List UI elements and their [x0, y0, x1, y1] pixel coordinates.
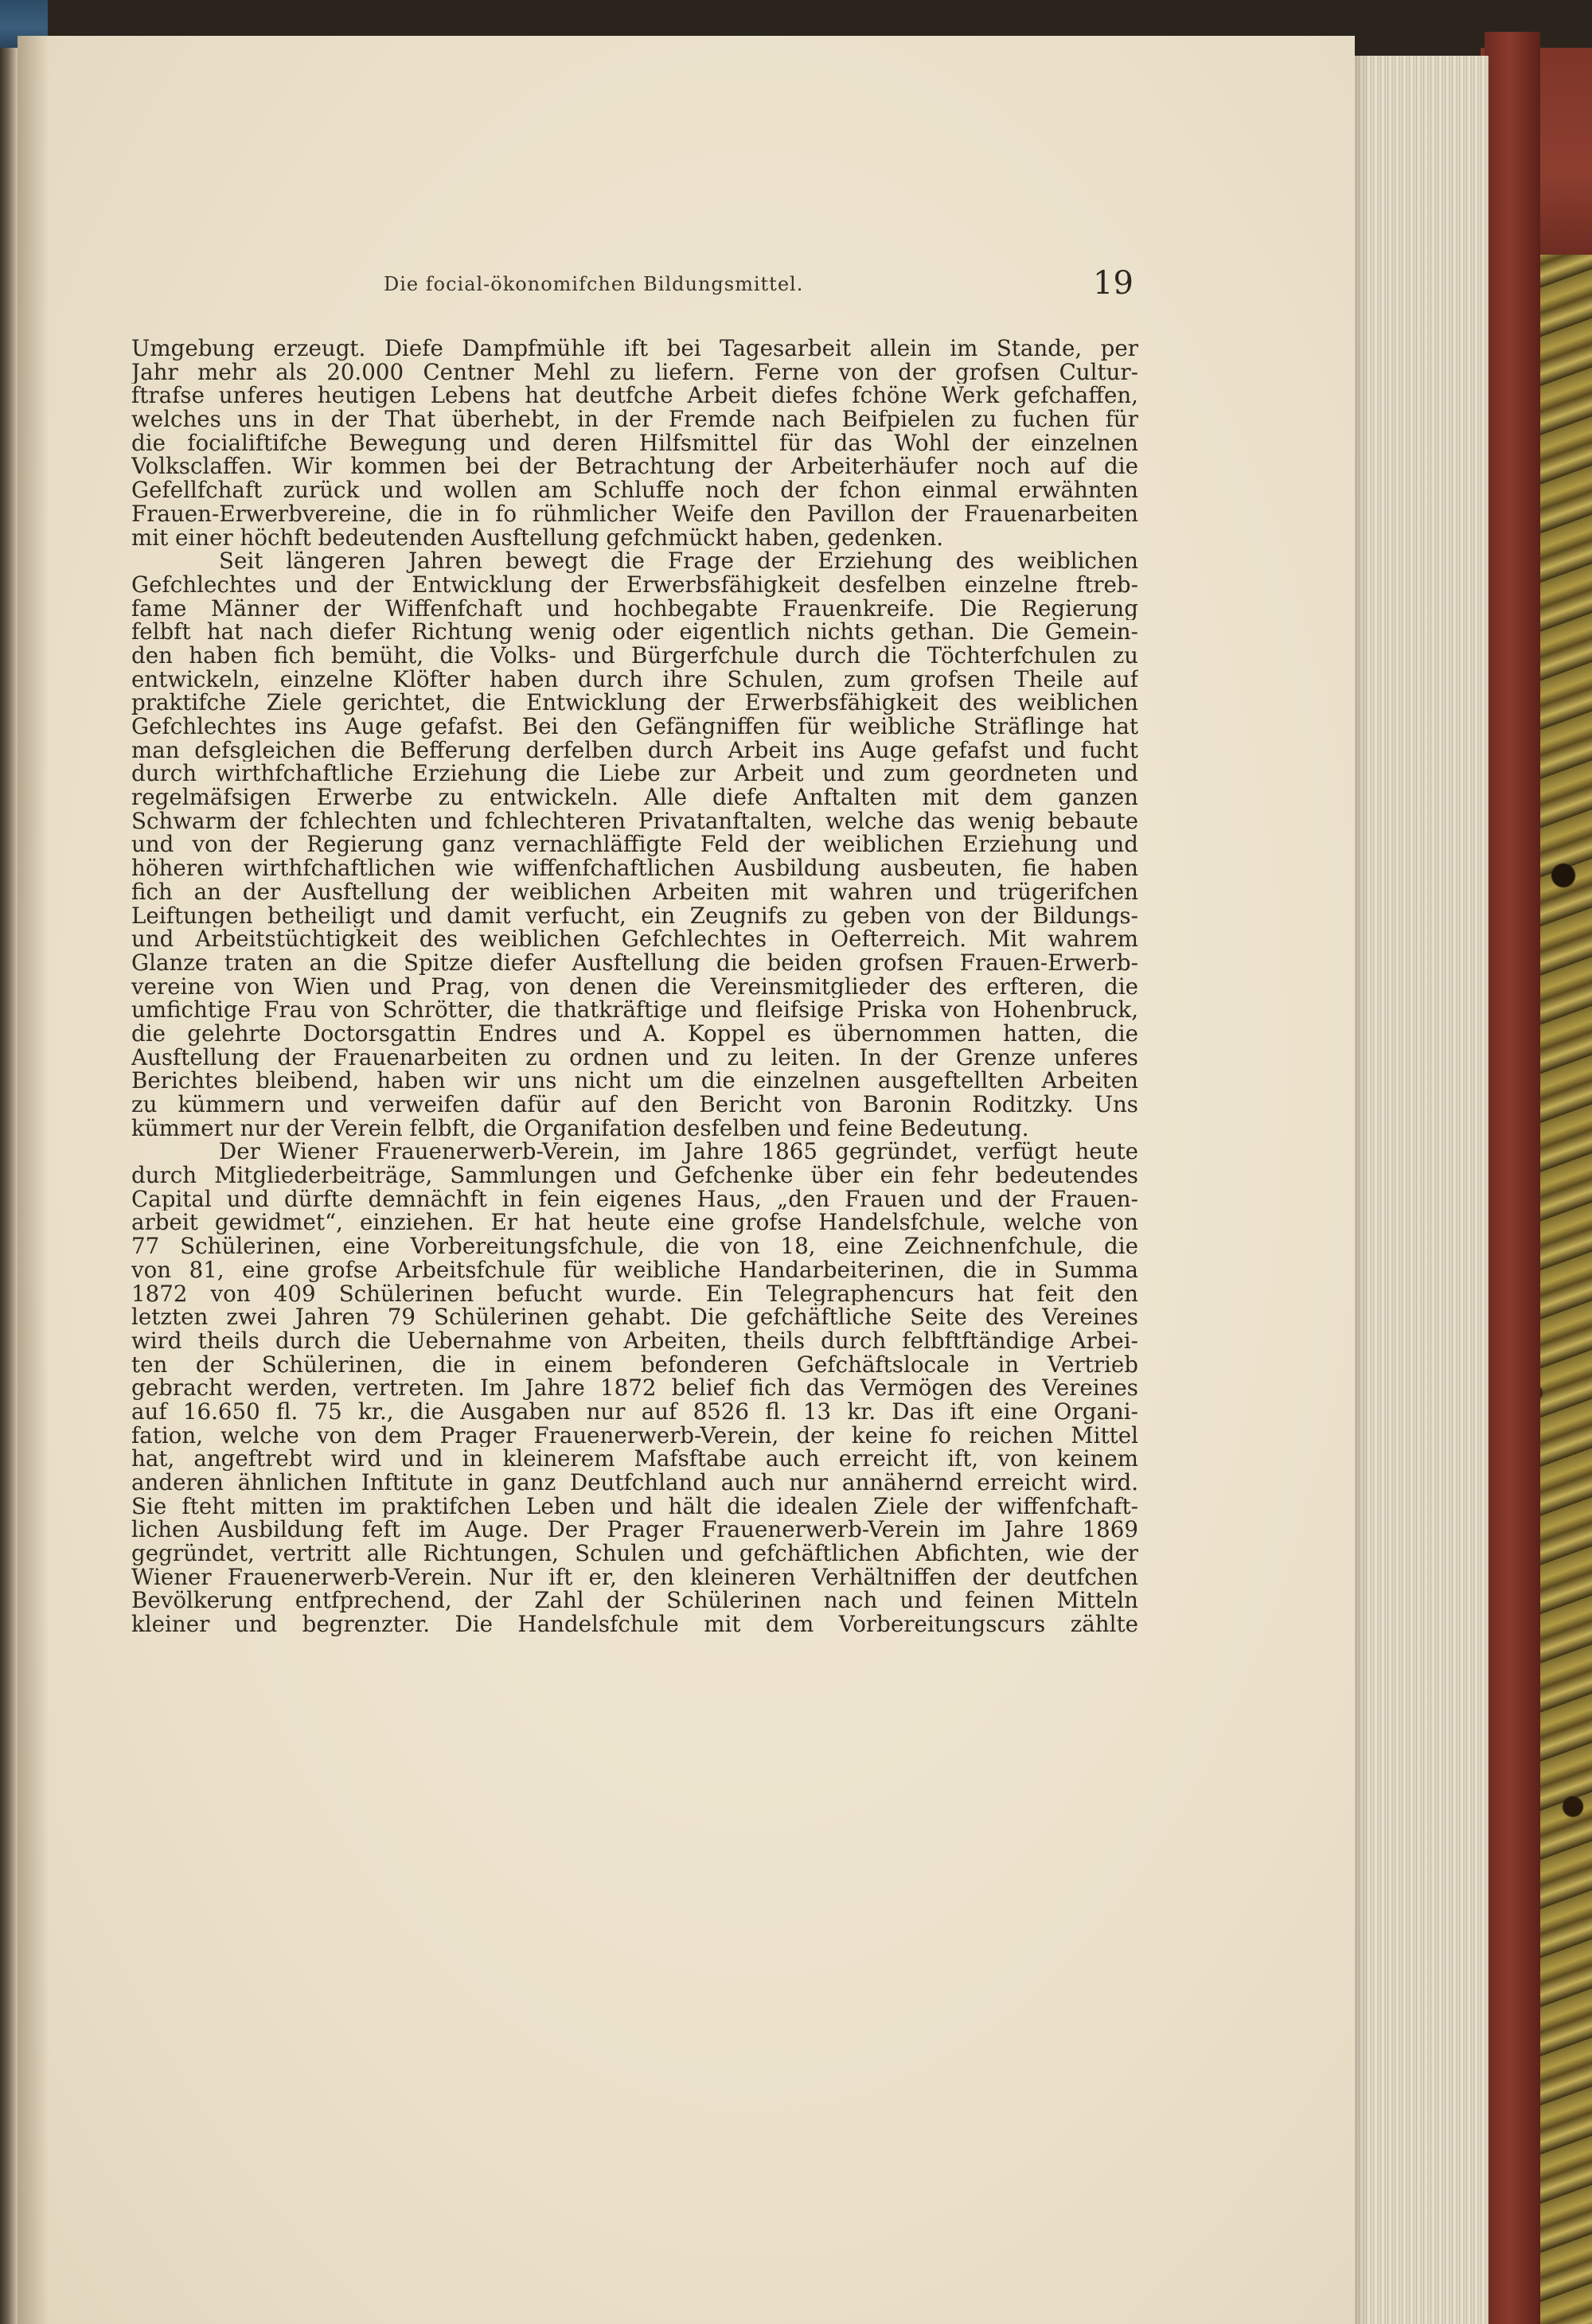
gutter-shadow [18, 36, 49, 2324]
text-line: Wiener Frauenerwerb-Verein. Nur ift er, den kleineren Verhältniffen der deutfchen [131, 1565, 1138, 1589]
text-line: felbft hat nach diefer Richtung wenig oder eigentlich nichts gethan. Die Gemein- [131, 620, 1138, 644]
previous-page-edge [0, 48, 18, 2324]
running-head: Die focial-ökonomifchen Bildungsmittel. [384, 273, 804, 295]
text-line: ten der Schülerinen, die in einem befonderen Gefchäftslocale in Vertrieb [131, 1352, 1138, 1377]
text-line: Sie fteht mitten im praktifchen Leben und hält die idealen Ziele der wiffenfchaft- [131, 1494, 1138, 1519]
text-line: die gelehrte Doctorsgattin Endres und A. Koppel es übernommen hatten, die [131, 1021, 1138, 1046]
body-text [131, 337, 1138, 1636]
text-line: Jahr mehr als 20.000 Centner Mehl zu liefern. Ferne von der grofsen Cultur- [131, 360, 1138, 384]
text-line: die focialiftifche Bewegung und deren Hilfsmittel für das Wohl der einzelnen [131, 431, 1138, 455]
text-line: und von der Regierung ganz vernachläffigte Feld der weiblichen Erziehung und [131, 833, 1138, 857]
text-line: kleiner und begrenzter. Die Handelsfchule mit dem Vorbereitungscurs zählte [131, 1612, 1138, 1636]
text-line: Capital und dürfte demnächft in fein eigenes Haus, „den Frauen und der Frauen- [131, 1187, 1138, 1211]
text-line: 77 Schülerinen, eine Vorbereitungsfchule, die von 18, eine Zeichnenfchule, die [131, 1234, 1138, 1258]
text-line: gegründet, vertritt alle Richtungen, Schulen und gefchäftlichen Abfichten, wie der [131, 1542, 1138, 1566]
text-line: Leiftungen betheiligt und damit verfucht, ein Zeugnifs zu geben von der Bildungs- [131, 903, 1138, 928]
text-line: wird theils durch die Uebernahme von Arbeiten, theils durch felbftftändige Arbei- [131, 1328, 1138, 1353]
text-line: gebracht werden, vertreten. Im Jahre 1872 belief fich das Vermögen des Vereines [131, 1376, 1138, 1400]
text-line: Bevölkerung entfprechend, der Zahl der Schülerinen nach und feinen Mitteln [131, 1589, 1138, 1613]
text-line: hat, angeftrebt wird und in kleinerem Mafsftabe auch erreicht ift, von keinem [131, 1447, 1138, 1471]
text-line: Seit längeren Jahren bewegt die Frage der Erziehung des weiblichen [219, 549, 1138, 573]
text-line: Der Wiener Frauenerwerb-Verein, im Jahre 1865 gegründet, verfügt heute [219, 1140, 1138, 1164]
text-line: fame Männer der Wiffenfchaft und hochbegabte Frauenkreife. Die Regierung [131, 596, 1138, 621]
text-line: zu kümmern und verweifen dafür auf den Bericht von Baronin Roditzky. Uns [131, 1093, 1138, 1117]
text-line: Frauen-Erwerbvereine, die in fo rühmlicher Weife den Pavillon der Frauenarbeiten [131, 501, 1138, 526]
text-line: Gefellfchaft zurück und wollen am Schluffe noch der fchon einmal erwähnten [131, 478, 1138, 502]
text-line: und Arbeitstüchtigkeit des weiblichen Gefchlechtes in Oefterreich. Mit wahrem [131, 927, 1138, 951]
text-line: Gefchlechtes und der Entwicklung der Erwerbsfähigkeit desfelben einzelne ftreb- [131, 572, 1138, 597]
text-line: letzten zwei Jahren 79 Schülerinen gehabt. Die gefchäftliche Seite des Vereines [131, 1305, 1138, 1329]
text-line: Schwarm der fchlechten und fchlechteren Privatanftalten, welche das wenig bebaute [131, 809, 1138, 833]
text-line: arbeit gewidmet“, einziehen. Er hat heute eine grofse Handelsfchule, welche von [131, 1211, 1138, 1235]
text-line: höheren wirthfchaftlichen wie wiffenfchaftlichen Ausbildung ausbeuten, fie haben [131, 856, 1138, 880]
text-line: praktifche Ziele gerichtet, die Entwicklung der Erwerbsfähigkeit des weiblichen [131, 691, 1138, 715]
text-line: welches uns in der That überhebt, in der Fremde nach Beifpielen zu fuchen für [131, 407, 1138, 431]
text-line: Volksclaffen. Wir kommen bei der Betrachtung der Arbeiterhäufer noch auf die [131, 454, 1138, 479]
text-line: fich an der Ausftellung der weiblichen Arbeiten mit wahren und trügerifchen [131, 879, 1138, 904]
text-line: Glanze traten an die Spitze diefer Ausftellung die beiden grofsen Frauen-Erwerb- [131, 950, 1138, 975]
text-line: regelmäfsigen Erwerbe zu entwickeln. Alle diefe Anftalten mit dem ganzen [131, 786, 1138, 809]
cover-board [1485, 32, 1540, 2324]
text-line: durch Mitgliederbeiträge, Sammlungen und Gefchenke über ein fehr bedeutendes [131, 1164, 1138, 1187]
text-line: mit einer höchft bedeutenden Ausftellung gefchmückt haben, gedenken. [131, 525, 944, 550]
text-line: lichen Ausbildung feft im Auge. Der Prager Frauenerwerb-Verein im Jahre 1869 [131, 1518, 1138, 1542]
text-line: anderen ähnlichen Inftitute in ganz Deutfchland auch nur annähernd erreicht wird. [131, 1471, 1138, 1495]
text-line: 1872 von 409 Schülerinen befucht wurde. Ein Telegraphencurs hat feit den [131, 1281, 1138, 1306]
text-line: entwickeln, einzelne Klöfter haben durch ihre Schulen, zum grofsen Theile auf [131, 667, 1138, 692]
text-line: auf 16.650 fl. 75 kr., die Ausgaben nur auf 8526 fl. 13 kr. Das ift eine Organi- [131, 1399, 1138, 1424]
page-number: 19 [1093, 265, 1134, 302]
text-line: Umgebung erzeugt. Diefe Dampfmühle ift bei Tagesarbeit allein im Stande, per [131, 337, 1138, 361]
text-line: umfichtige Frau von Schrötter, die thatkräftige und fleifsige Priska von Hohenbruck, [131, 998, 1138, 1022]
text-line: Berichtes bleibend, haben wir uns nicht um die einzelnen ausgeftellten Arbeiten [131, 1069, 1138, 1093]
text-line: durch wirthfchaftliche Erziehung die Liebe zur Arbeit und zum geordneten und [131, 762, 1138, 786]
text-line: Ausftellung der Frauenarbeiten zu ordnen und zu leiten. In der Grenze unferes [131, 1045, 1138, 1070]
text-line: ftrafse unferes heutigen Lebens hat deutfche Arbeit diefes fchöne Werk gefchaffen, [131, 384, 1138, 408]
text-line: fation, welche von dem Prager Frauenerwerb-Verein, der keine fo reichen Mittel [131, 1423, 1138, 1448]
text-line: Gefchlechtes ins Auge gefafst. Bei den Gefängniffen für weibliche Sträflinge hat [131, 715, 1138, 739]
text-line: vereine von Wien und Prag, von denen die Vereinsmitglieder des erfteren, die [131, 974, 1138, 999]
text-line: von 81, eine grofse Arbeitsfchule für weibliche Handarbeiterinen, die in Summa [131, 1258, 1138, 1282]
text-line: den haben fich bemüht, die Volks- und Bürgerfchule durch die Töchterfchulen zu [131, 643, 1138, 668]
text-line: man defsgleichen die Befferung derfelben durch Arbeit ins Auge gefafst und fucht [131, 738, 1138, 762]
text-line: kümmert nur der Verein felbft, die Organifation desfelben und feine Bedeutung. [131, 1116, 1029, 1141]
